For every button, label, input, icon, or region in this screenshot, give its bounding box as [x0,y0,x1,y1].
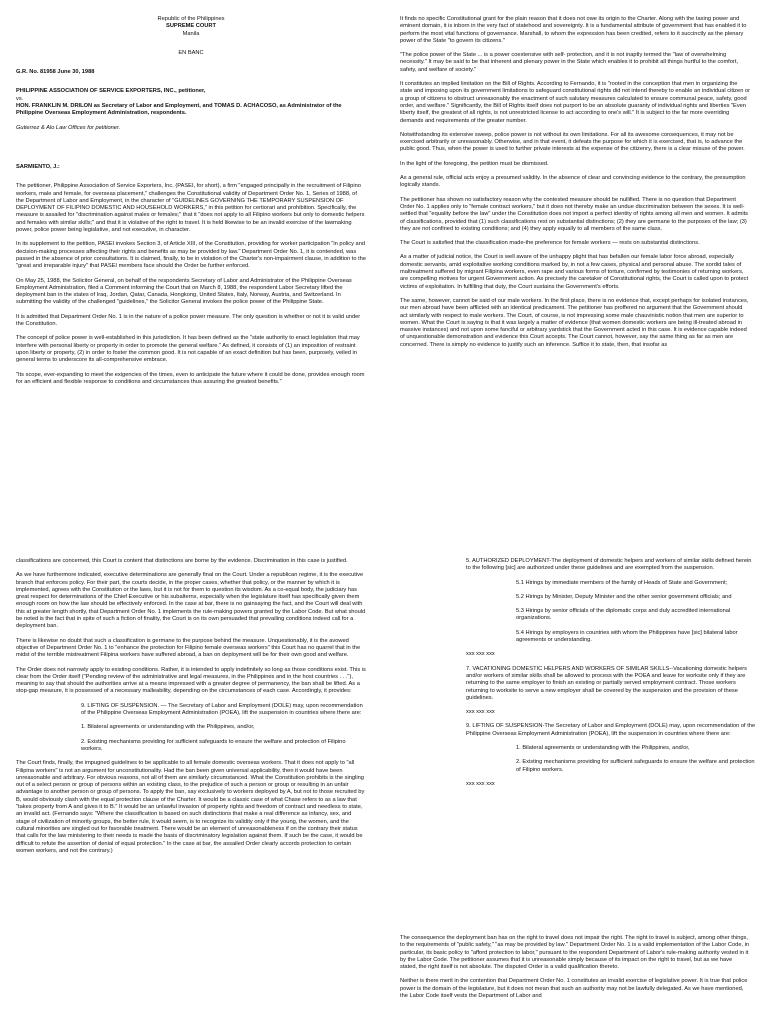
ellipsis-separator: xxx xxx xxx [466,709,495,716]
quoted-provision: 5.4 Hirings by employers in countries with whom the Philippines have [sic] bilateral labor agreements or understanding. [516,629,738,644]
quoted-provision: 2. Existing mechanisms providing for sufficient safeguards to ensure the welfare and protection of Filipino workers. [81,738,346,752]
respondents-line: HON. FRANKLIN M. DRILON as Secretary of Labor and Employment, and TOMAS D. ACHACOSO, as Administrator of the Philippine Overseas Employment Administration, respondents. [16,103,342,117]
column-top-right [400,16,750,356]
ellipsis-separator: xxx xxx xxx [466,780,495,787]
versus-line: vs. [16,95,24,102]
paragraph: "Its scope, ever-expanding to meet the exigencies of the times, even to anticipate the future where it could be done, provides enough room for an efficient and flexible response to conditions and circumstances thus assuring the greatest benefits." [16,371,365,385]
paragraph: As a matter of judicial notice, the Court is well aware of the unhappy plight that has befallen our female labor force abroad, especially domestic servants, amid exploitative working conditions marked by, in not a few cases, physical and personal abuse. The sordid tales of maltreatment suffered by migrant Filipina workers, even rape and various forms of torture, confirmed by testimonies of returning workers, are compelling motives for urgent Government action. As precisely the caretaker of Constitutional rights, the Court is called upon to protect victims of exploitation. In fulfilling that duty, the Court sustains the Government's efforts. [400,254,749,290]
paragraph: Neither is there merit in the contention that Department Order No. 1 constitutes an invalid exercise of legislative power. It is true that police power is the domain of the legislature, but it does not mean that such an authority may not be lawfully delegated. As we have mentioned, the Labor Code itself vests the Department of Labor and [400,978,748,1000]
header-division: EN BANC [178,49,204,56]
paragraph: As we have furthermore indicated, executive determinations are generally final on the Court. Under a republican regime, it is the executive branch that enforces policy. For their part, the courts decide, in the proper cases, whether that policy, or the manner by which it is implemented, agrees with the Constitution or the laws, but it is not for them to question its wisdom. As a co-equal body, the judiciary has great respect for determinations of the Chief Executive or his subalterns, especially when the legislature itself has specifically given them enough room on how the law should be effectively enforced. In the case at bar, there is no gainsaying the fact, and the Court will deal with this at greater length shortly, that Department Order No. 1 implements the rule-making powers granted by the Labor Code. But what should be noted is the fact that in spite of such a fiction of finality, the Court is on its own persuaded that prevailing conditions indeed call for a deployment ban. [16,572,366,630]
quoted-provision: 5.3 Hirings by senior officials of the diplomatic corps and duly accredited international organizations. [516,608,731,622]
paragraph: Notwithstanding its extensive sweep, police power is not without its own limitations. For all its awesome consequences, it may not be exercised arbitrarily or unreasonably. Otherwise, and in that event, it defeats the purpose for which it is exercised, that is, to advance the public good. Thus, when the power is used to further private interests at the expense of the citizenry, there is a clear misuse of the power. [400,131,745,153]
quoted-provision: 7. VACATIONING DOMESTIC HELPERS AND WORKERS OF SIMILAR SKILLS--Vacationing domestic helpers and/or workers of similar skills shall be allowed to process with the POEA and leave for worksite only if they are returning to the same employer to finish an existing or partially served employment contract. Those workers returning to worksite to serve a new employer shall be covered by the suspension and the provision of these guidelines. [466,665,747,701]
quoted-provision: 5. AUTHORIZED DEPLOYMENT-The deployment of domestic helpers and workers of similar skills defined herein to the following [sic] are authorized under these guidelines and are exempted from the suspension. [466,558,752,572]
paragraph: classifications are concerned, this Court is content that distinctions are borne by the evidence. Discrimination in this case is justified. [16,558,348,564]
quoted-provision: 2. Existing mechanisms providing for sufficient safeguards to ensure the welfare and protection of Filipino workers. [516,759,755,773]
quoted-provision: 5.2 Hirings by Minister, Deputy Minister and the other senior government officials; and [516,593,732,600]
ponente: SARMIENTO, J.: [16,163,60,170]
paragraph: The same, however, cannot be said of our male workers. In the first place, there is no evidence that, except perhaps for isolated instances, our men abroad have been afflicted with an identical predicament. The petitioner has proffered no argument that the Government should act similarly with respect to male workers. The Court, of course, is not impressing some male chauvinistic notion that men are superior to women. What the Court is saying is that it was largely a matter of evidence (that women domestic workers are being ill-treated abroad in massive instances) and not upon some fanciful or arbitrary yardstick that the Government acted in this case. It is evidence capable indeed of unquestionable demonstration and evidence this Court accepts. The Court cannot, however, say the same thing as far as men are concerned. There is simply no evidence to justify such an inference. Suffice it to state, then, that insofar as [400,297,749,348]
paragraph: There is likewise no doubt that such a classification is germane to the purpose behind the measure. Unquestionably, it is the avowed objective of Department Order No. 1 to "enhance the protection for Filipino female overseas workers" this Court has no quarrel that in the midst of the terrible mistreatment Filipina workers have suffered abroad, a ban on deployment will be for their own good and welfare. [16,637,361,659]
column-bottom-right-quotes [466,558,756,795]
paragraph: In its supplement to the petition, PASEI invokes Section 3, of Article XIII, of the Constitution, providing for worker participation "in policy and decision-making processes affecting their rights and benefits as may be provided by law." Department Order No. 1, it is contended, was passed in the absence of prior consultations. It is claimed, finally, to be in violation of the Charter's non-impairment clause, in addition to the "great and irreparable injury" that PASEI members face should the Order be further enforced. [16,241,367,270]
quoted-provision: 1. Bilateral agreements or understanding with the Philippines, and/or, [516,745,690,752]
header-court: SUPREME COURT [166,23,216,30]
header-republic: Republic of the Philippines [157,16,225,22]
case-number: G.R. No. 81958 June 30, 1988 [16,69,95,76]
paragraph: It constitutes an implied limitation on the Bill of Rights. According to Fernando, it is "rooted in the conception that men in organizing the state and imposing upon its government limitations to safeguard constitutional rights did not intend thereby to enable an individual citizen or a group of citizens to obstruct unreasonably the enactment of such salutary measures calculated to ensure communal peace, safety, good order, and welfare." Significantly, the Bill of Rights itself does not purport to be an absolute guaranty of individual rights and liberties "Even liberty itself, the greatest of all rights, is not unrestricted license to act according to one's will." It is subject to the far more overriding demands and requirements of the greater number. [400,81,750,124]
paragraph: The petitioner, Philippine Association of Service Exporters, Inc. (PASEI, for short), a firm "engaged principally in the recruitment of Filipino workers, male and female, for overseas placement," challenges the Constitutional validity of Department Order No. 1, Series of 1988, of the Department of Labor and Employment, in the character of "GUIDELINES GOVERNING THE TEMPORARY SUSPENSION OF DEPLOYMENT OF FILIPINO DOMESTIC AND HOUSEHOLD WORKERS," in this petition for certiorari and prohibition. Specifically, the measure is assailed for "discrimination against males or females;" that it "does not apply to all Filipino workers but only to domestic helpers and females with similar skills;" and that it is violative of the right to travel. It is held likewise to be an invalid exercise of the lawmaking power, police power being legislative, and not executive, in character. [16,183,365,234]
quoted-provision: 9. LIFTING OF SUSPENSION-The Secretary of Labor and Employment (DOLE) may, upon recommendation of the Philippine Overseas Employment Administration (POEA), lift the suspension in countries where there are: [466,723,756,737]
paragraph: The petitioner has shown no satisfactory reason why the contested measure should be nullified. There is no question that Department Order No. 1 applies only to "female contract workers," but it does not thereby make an undue discrimination between the sexes. It is well-settled that "equality before the law" under the Constitution does not import a perfect identity of rights among all men and women. It admits of classifications, provided that (1) such classifications rest on substantial distinctions; (2) they are germane to the purposes of the law; (3) they are not confined to existing conditions; and (4) they apply equally to all members of the same class. [400,196,749,232]
counsel-line: Gutierrez & Alo Law Offices for petitioner. [16,124,121,131]
paragraph: The Court finds, finally, the impugned guidelines to be applicable to all female domestic overseas workers. That it does not apply to "all Filipina workers" is not an argument for unconstitutionality. Had the ban been given universal applicability, then it would have been unreasonable and arbitrary. For obvious reasons, not all of them are similarly circumstanced. What the Constitution prohibits is the singling out of a select person or group of persons within an existing class, to the prejudice of such a person or group or resulting in an unfair advantage to another person or group of persons. To apply the ban, say exclusively to workers deployed by A, but not to those recruited by B, would obviously clash with the equal protection clause of the Charter. It would be a classic case of what Chase refers to as a law that "takes property from A and gives it to B." It would be an unlawful invasion of property rights and freedom of contract and needless to state, an invalid act. (Fernando says: "Where the classification is based on such distinctions that make a real difference as infancy, sex, and stage of civilization of minority groups, the better rule, it would seem, is to recognize its validity only if the young, the women, and the cultural minorities are singled out for favorable treatment. There would be an element of unreasonableness if on the contrary their status that calls for the law ministering to their needs is made the basis of discriminatory legislation against them. If such be the case, it would be difficult to refute the assertion of denial of equal protection." In the case at bar, the assailed Order clearly accords protection to certain women workers, and not the contrary.) [16,760,365,854]
quoted-provision: 5.1 Hirings by immediate members of the family of Heads of State and Government; [516,579,728,586]
column-bottom-left [16,558,366,862]
column-top-left [16,16,366,393]
paragraph: The consequence the deployment ban has on the right to travel does not impair the right. The right to travel is subject, among other things, to the requirements of "public safety," "as may be provided by law." Department Order No. 1 is a valid implementation of the Labor Code, in particular, its basic policy to "afford protection to labor," pursuant to the respondent Department of Labor's rule-making authority vested in it by the Labor Code. The petitioner assumes that it is unreasonable simply because of its impact on the right to travel, but as we have stated, the right itself is not absolute. The disputed Order is a valid qualification thereto. [400,935,750,971]
paragraph: In the light of the foregoing, the petition must be dismissed. [400,160,549,167]
column-bottom-right [400,935,750,1007]
header-city: Manila [182,30,200,37]
paragraph: The Court is satisfied that the classification made-the preference for female workers — rests on substantial distinctions. [400,240,700,247]
paragraph: It finds no specific Constitutional grant for the plain reason that it does not owe its origin to the Charter. Along with the taxing power and eminent domain, it is inborn in the very fact of statehood and sovereignty. It is a fundamental attribute of government that has enabled it to perform the most vital functions of governance. Marshall, to whom the expression has been credited, refers to it succinctly as the plenary power of the State "to govern its citizens." [400,16,747,44]
paragraph: The Order does not narrowly apply to existing conditions. Rather, it is intended to apply indefinitely so long as those conditions exist. This is clear from the Order itself ("Pending review of the administrative and legal measures, in the Philippines and in the host countries . . ."), meaning to say that should the authorities arrive at a means impressed with a greater degree of permanency, the ban shall be lifted. As a stop-gap measure, it is possessed of a necessary malleability, depending on the circumstances of each case. Accordingly, it provides: [16,666,366,695]
quoted-provision: 9. LIFTING OF SUSPENSION. — The Secretary of Labor and Employment (DOLE) may, upon recommendation of the Philippine Overseas Employment Administration (POEA), lift the suspension in countries where there are: [81,702,363,717]
paragraph: "The police power of the State ... is a power coextensive with self- protection, and it is not inaptly termed the "law of overwhelming necessity." It may be said to be that inherent and plenary power in the State which enables it to prohibit all things hurtful to the comfort, safety, and welfare of society." [400,52,738,73]
quoted-provision: 1. Bilateral agreements or understanding with the Philippines, and/or, [81,724,255,731]
paragraph: The concept of police power is well-established in this jurisdiction. It has been defined as the "state authority to enact legislation that may interfere with personal liberty or property in order to promote the general welfare." As defined, it consists of (1) an imposition of restraint upon liberty or property, (2) in order to foster the common good. It is not capable of an exact definition but has been, purposely, veiled in general terms to underscore its all-comprehensive embrace. [16,335,360,364]
paragraph: On May 25, 1988, the Solicitor General, on behalf of the respondents Secretary of Labor and Administrator of the Philippine Overseas Employment Administration, filed a Comment informing the Court that on March 8, 1988, the respondent Labor Secretary lifted the deployment ban in the states of Iraq, Jordan, Qatar, Canada, Hongkong, United States, Italy, Norway, Austria, and Switzerland. In submitting the validity of the challenged "guidelines," the Solicitor General invokes the police power of the Philippine State. [16,277,352,306]
petitioner-line: PHILIPPINE ASSOCIATION OF SERVICE EXPORTERS, INC., petitioner, [16,88,206,95]
paragraph: As a general rule, official acts enjoy a presumed validity. In the absence of clear and convincing evidence to the contrary, the presumption logically stands. [400,175,746,189]
ellipsis-separator: xxx xxx xxx [466,651,495,658]
paragraph: It is admitted that Department Order No. 1 is in the nature of a police power measure. The only question is whether or not it is valid under the Constitution. [16,313,361,328]
